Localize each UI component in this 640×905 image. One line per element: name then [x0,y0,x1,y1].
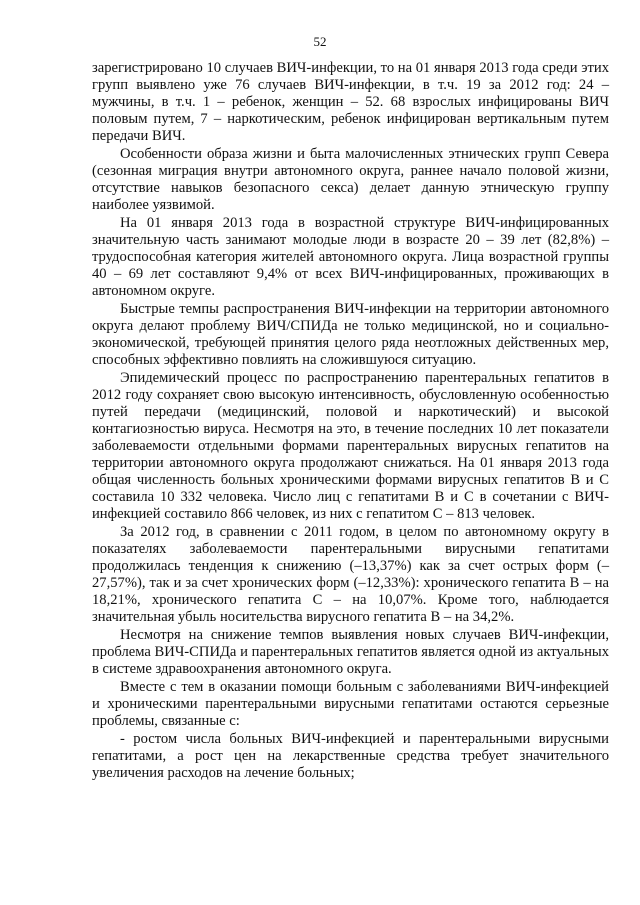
page-number: 52 [313,34,327,49]
paragraph-serious-problems: Вместе с тем в оказании помощи больным с заболеваниями ВИЧ-инфекцией и хроническими парентеральными вирусными гепатитами остаются серьезные проблемы, связанные с: [92,679,609,729]
paragraph-age-structure: На 01 января 2013 года в возрастной структуре ВИЧ-инфицированных значительную часть занимают молодые люди в возрасте 20 – 39 лет (82,8%) – трудоспособная категория жителей автономного округа. Лица возрастной группы 40 – 69 лет составляют 9,4% от всех ВИЧ-инфицированных, проживающих в автономном округе. [92,215,609,299]
paragraph-problem-relevance: Несмотря на снижение темпов выявления новых случаев ВИЧ-инфекции, проблема ВИЧ-СПИДа и парентеральных гепатитов является одной из актуальных в системе здравоохранения автономного округа. [92,627,609,677]
paragraph-hepatitis-epidemic: Эпидемический процесс по распространению парентеральных гепатитов в 2012 году сохраняет свою высокую интенсивность, обусловленную особенностью путей передачи (медицинский, половой и наркотический) и высокой контагиозностью вируса. Несмотря на это, в течение последних 10 лет показатели заболеваемости отдельными формами парентеральных вирусных гепатитов на территории автономного округа продолжают снижаться. На 01 января 2013 года общая численность больных хроническими формами вирусных гепатитов В и С составила 10 332 человека. Число лиц с гепатитами В и С в сочетании с ВИЧ-инфекцией составило 866 человек, из них с гепатитом С – 813 человек. [92,370,609,522]
paragraph-spread-rates: Быстрые темпы распространения ВИЧ-инфекции на территории автономного округа делают проблему ВИЧ/СПИДа не только медицинской, но и социально-экономической, требующей принятия целого ряда неотложных действенных мер, способных эффективно повлиять на сложившуюся ситуацию. [92,301,609,368]
paragraph-list-item: - ростом числа больных ВИЧ-инфекцией и парентеральными вирусными гепатитами, а рост цен на лекарственные средства требует значительного увеличения расходов на лечение больных; [92,731,609,781]
paragraph-continuation: зарегистрировано 10 случаев ВИЧ-инфекции, то на 01 января 2013 года среди этих групп выявлено уже 76 случаев ВИЧ-инфекции, в т.ч. 19 за 2012 год: 24 – мужчины, в т.ч. 1 – ребенок, женщин – 52. 68 взрослых инфицированы ВИЧ половым путем, 7 – наркотическим, ребенок инфицирован вертикальным путем передачи ВИЧ. [92,60,609,144]
paragraph-hepatitis-2012: За 2012 год, в сравнении с 2011 годом, в целом по автономному округу в показателях заболеваемости парентеральными вирусными гепатитами продолжилась тенденция к снижению (–13,37%) как за счет острых форм (–27,57%), так и за счет хронических форм (–12,33%): хронического гепатита В – на 18,21%, хронического гепатита С – на 10,07%. Кроме того, наблюдается значительная убыль носительства вирусного гепатита В – на 34,2%. [92,524,609,625]
paragraph-ethnic-groups: Особенности образа жизни и быта малочисленных этнических групп Севера (сезонная миграция внутри автономного округа, раннее начало половой жизни, отсутствие навыков безопасного секса) делает данную этническую группу наиболее уязвимой. [92,146,609,213]
document-body [92,60,609,783]
